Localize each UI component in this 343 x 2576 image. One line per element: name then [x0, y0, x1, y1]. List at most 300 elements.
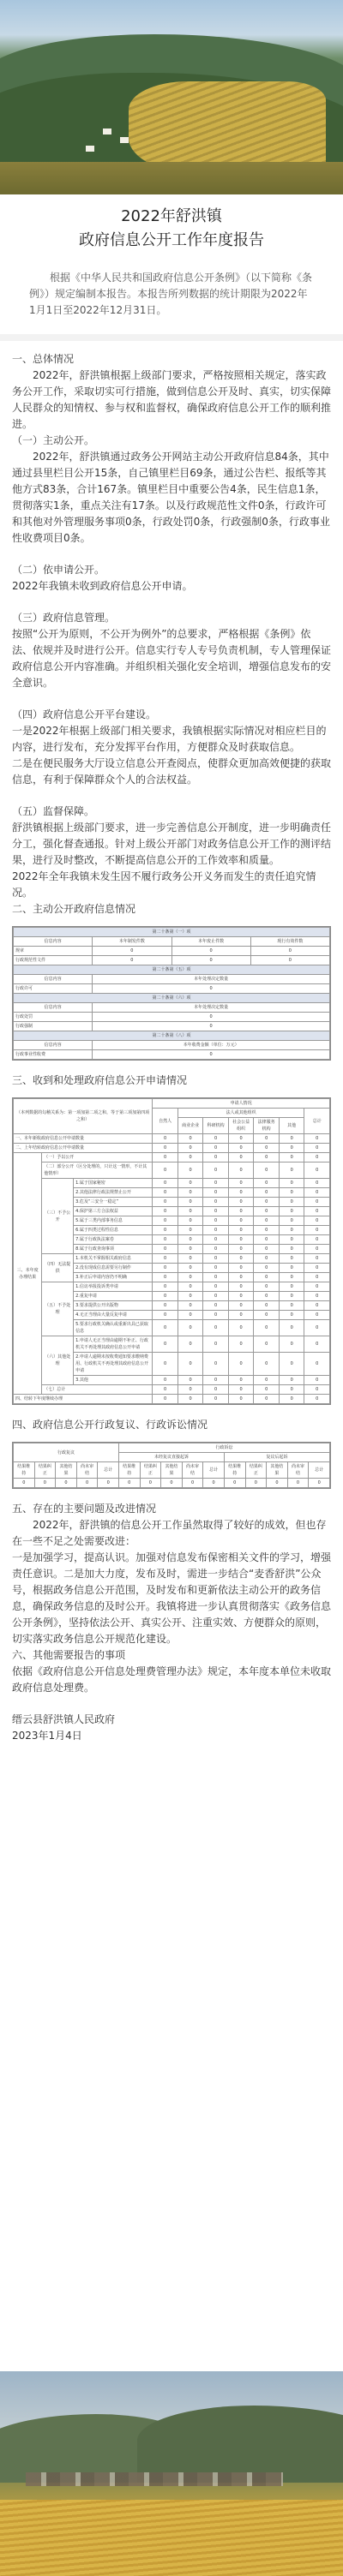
table3-value-cell: 0: [228, 1207, 254, 1216]
section-1d-para-2: 二是在便民服务大厅设立信息公开查阅点，使群众更加高效便捷的获取信息，有利于保障群众个人的合法权益。: [12, 757, 332, 786]
table3-value-cell: 0: [153, 1273, 178, 1282]
table3-value-cell: 0: [178, 1207, 203, 1216]
table-row: [14, 1162, 330, 1179]
section-1e-para-2: 2022年全年我镇未发生因不履行政务公开义务而发生的责任追究情况。: [12, 870, 316, 899]
table3-value-cell: 0: [153, 1292, 178, 1301]
table2-header: 现行有效件数: [250, 937, 329, 947]
table-row: [14, 1134, 330, 1144]
proactive-disclosure-table: [12, 926, 331, 1061]
table3-value-cell: 0: [304, 1336, 330, 1353]
table2-header: 本年废止件数: [172, 937, 250, 947]
application-handling-table: [12, 1097, 331, 1405]
table4-col-header: 总计: [98, 1462, 119, 1479]
table-row: [14, 1179, 330, 1188]
table3-row-label: 一、本年新收政府信息公开申请数量: [14, 1134, 153, 1144]
section-1d-para-1: 一是2022年根据上级部门相关要求，我镇根据实际情况对相应栏目的内容，进行发布，充分发挥平台作用，方便群众及时获取信息。: [12, 725, 327, 753]
section-1c-para: 按照“公开为原则，不公开为例外”的总要求，严格根据《条例》依法、依规并及时进行公开。信息实行专人专号负责机制，专人管理保证政府信息公开内容准确。并组织相关强化安全培训，增强信息发布的安全意识。: [12, 628, 332, 689]
table3-value-cell: 0: [153, 1134, 178, 1144]
table3-row-label: 2.没有现成信息需要另行制作: [74, 1264, 153, 1273]
table3-value-cell: 0: [203, 1292, 229, 1301]
table3-value-cell: 0: [153, 1198, 178, 1207]
table4-no-review-header: 未经复议直接起诉: [118, 1453, 224, 1462]
table3-value-cell: 0: [228, 1198, 254, 1207]
table3-value-cell: 0: [228, 1301, 254, 1311]
table3-value-cell: 0: [304, 1395, 330, 1404]
table3-row-label: 2.其他法律行政法规禁止公开: [74, 1188, 153, 1198]
header-landscape-photo: [0, 0, 343, 194]
section-1b-title: （二）依申请公开。: [12, 564, 105, 576]
table3-value-cell: 0: [178, 1292, 203, 1301]
report-body: [0, 341, 343, 917]
table4-value-cell: 0: [14, 1479, 35, 1488]
table4-col-header: 结果纠正: [34, 1462, 56, 1479]
table2-cell: 0: [93, 984, 330, 994]
table3-value-cell: 0: [153, 1254, 178, 1264]
table4-value-cell: 0: [118, 1479, 140, 1488]
table3-value-cell: 0: [228, 1144, 254, 1153]
table3-row-label: 1.属于国家秘密: [74, 1179, 153, 1188]
table3-value-cell: 0: [254, 1273, 280, 1282]
table3-value-cell: 0: [178, 1282, 203, 1292]
table2-cell: 0: [172, 947, 250, 956]
report-title: [0, 206, 343, 251]
table4-value-cell: 0: [203, 1479, 225, 1488]
table3-row-label: 3.补正后申请内容仍不明确: [74, 1273, 153, 1282]
table3-value-cell: 0: [304, 1264, 330, 1273]
table3-value-cell: 0: [304, 1162, 330, 1179]
table-row: [14, 1385, 330, 1395]
table3-value-cell: 0: [254, 1134, 280, 1144]
table3-value-cell: 0: [203, 1216, 229, 1226]
table3-row-label: 1.本机关不掌握相关政府信息: [74, 1254, 153, 1264]
table3-value-cell: 0: [153, 1153, 178, 1162]
section-1a-para: 2022年，舒洪镇通过政务公开网站主动公开政府信息84条，其中通过县里栏目公开15条，自己镇里栏目69条，通过公告栏、报纸等其他方式83条，合计167条。镇里栏目中重要公告4条，民生信息1条，贯彻落实1条，重点关注有17条。以及行政规范性文件0条，行政许可和其他对外管理服务事项0条，行政处罚0条，行政强制0条，行政事业性收费项目0条。: [12, 451, 330, 544]
table3-legal-col-header: 社会公益组织: [228, 1118, 254, 1134]
table3-row-label: （七）总计: [42, 1385, 153, 1395]
table3-row-label: 四、结转下年度继续办理: [14, 1395, 153, 1404]
section-5-para-1: 2022年，舒洪镇的信息公开工作虽然取得了较好的成效，但也存在一些不足之处需要改进：: [12, 1519, 327, 1547]
table2-group-4-title: 第二十条第（八）项: [14, 1031, 330, 1041]
table3-legal-col-header: 商业企业: [178, 1118, 203, 1134]
table4-col-header: 其他结果: [161, 1462, 183, 1479]
table2-cell: 行政许可: [14, 984, 93, 994]
table2-header: 本年制发件数: [93, 937, 172, 947]
table3-value-cell: 0: [254, 1198, 280, 1207]
table3-value-cell: 0: [279, 1254, 304, 1264]
table3-row-label: 4.无正当理由大量反复申请: [74, 1311, 153, 1320]
table3-value-cell: 0: [304, 1353, 330, 1376]
table3-value-cell: 0: [203, 1395, 229, 1404]
table3-legal-entity-header: 法人或其他组织: [178, 1109, 304, 1118]
table3-value-cell: 0: [228, 1235, 254, 1245]
table3-value-cell: 0: [279, 1179, 304, 1188]
table3-value-cell: 0: [153, 1376, 178, 1385]
table3-value-cell: 0: [203, 1226, 229, 1235]
table3-value-cell: 0: [203, 1162, 229, 1179]
table3-value-cell: 0: [279, 1376, 304, 1385]
table3-value-cell: 0: [254, 1395, 280, 1404]
table2-header: 本年处理决定数量: [93, 975, 330, 984]
table3-value-cell: 0: [178, 1198, 203, 1207]
table4-col-header: 结果维持: [118, 1462, 140, 1479]
table3-value-cell: 0: [203, 1311, 229, 1320]
table3-value-cell: 0: [254, 1179, 280, 1188]
table4-col-header: 结果纠正: [140, 1462, 161, 1479]
table3-value-cell: 0: [279, 1134, 304, 1144]
table3-value-cell: 0: [203, 1264, 229, 1273]
table3-body: [14, 1134, 330, 1404]
table3-value-cell: 0: [178, 1264, 203, 1273]
table3-value-cell: 0: [203, 1198, 229, 1207]
section-3-title: 三、收到和处理政府信息公开申请情况: [12, 1074, 188, 1086]
table2-cell: 行政处罚: [14, 1013, 93, 1022]
table2-cell: 0: [93, 947, 172, 956]
table3-value-cell: 0: [279, 1216, 304, 1226]
table2-header: 信息内容: [14, 1003, 93, 1013]
section-6-para: 依据《政府信息公开信息处理费管理办法》规定，本年度本单位未收取政府信息处理费。: [12, 1665, 332, 1694]
table3-value-cell: 0: [178, 1385, 203, 1395]
table4-review-header: 行政复议: [14, 1443, 119, 1462]
signature-date: 2023年1月4日: [12, 1730, 82, 1742]
table4-value-cell: 0: [98, 1479, 119, 1488]
table4-col-header: 结果维持: [14, 1462, 35, 1479]
table3-value-cell: 0: [254, 1245, 280, 1254]
table3-value-cell: 0: [304, 1226, 330, 1235]
table2-cell: 0: [93, 1013, 330, 1022]
table3-value-cell: 0: [254, 1385, 280, 1395]
table3-value-cell: 0: [203, 1245, 229, 1254]
table3-legal-col-header: 其他: [279, 1118, 304, 1134]
table3-value-cell: 0: [228, 1264, 254, 1273]
table4-col-header: 尚未审结: [287, 1462, 309, 1479]
table3-value-cell: 0: [178, 1153, 203, 1162]
table3-value-cell: 0: [178, 1311, 203, 1320]
table3-value-cell: 0: [279, 1245, 304, 1254]
table2-group-2-title: 第二十条第（五）项: [14, 965, 330, 975]
table3-value-cell: 0: [279, 1235, 304, 1245]
table2-cell: 0: [93, 1022, 330, 1031]
table3-value-cell: 0: [279, 1226, 304, 1235]
table4-col-header: 尚未审结: [76, 1462, 98, 1479]
table-row: [14, 1395, 330, 1404]
table2-cell: 行政事业性收费: [14, 1050, 93, 1060]
table4-value-cell: 0: [287, 1479, 309, 1488]
section-1d-title: （四）政府信息公开平台建设。: [12, 708, 157, 720]
table3-value-cell: 0: [178, 1353, 203, 1376]
title-line-1: 2022年舒洪镇: [121, 207, 222, 225]
table3-row-label: 7.属于行政执法案卷: [74, 1235, 153, 1245]
table3-row-label: （一）予以公开: [42, 1153, 153, 1162]
table3-row-label: 3.其他: [74, 1376, 153, 1385]
table3-value-cell: 0: [279, 1320, 304, 1336]
table3-value-cell: 0: [178, 1235, 203, 1245]
table3-value-cell: 0: [203, 1179, 229, 1188]
table3-value-cell: 0: [254, 1254, 280, 1264]
table3-value-cell: 0: [153, 1144, 178, 1153]
table3-value-cell: 0: [153, 1264, 178, 1273]
table4-values-row: [14, 1479, 330, 1488]
table3-value-cell: 0: [203, 1353, 229, 1376]
table3-value-cell: 0: [228, 1311, 254, 1320]
table2-header: 信息内容: [14, 937, 93, 947]
section-5-para-2: 一是加强学习，提高认识。加强对信息发布保密相关文件的学习，增强责任意识。二是加大力度，发布及时，需进一步结合“麦香舒洪”公众号，根据政务信息公开范围，及时发布和更新依法主动公开的政务信息，确保政务信息的及时公开。我镇将进一步认真贯彻落实《政务信息公开条例》，坚持依法公开、真实公开、注重实效、方便群众的原则，切实落实政务信息公开规范化建设。: [12, 1551, 332, 1645]
table-row: [14, 1144, 330, 1153]
table4-value-cell: 0: [224, 1479, 245, 1488]
table3-value-cell: 0: [254, 1292, 280, 1301]
table3-natural-person-header: 自然人: [153, 1109, 178, 1134]
section-5-title: 五、存在的主要问题及改进情况: [12, 1503, 157, 1515]
table3-value-cell: 0: [279, 1292, 304, 1301]
table3-value-cell: 0: [153, 1235, 178, 1245]
table3-legal-col-header: 科研机构: [203, 1118, 229, 1134]
table2-cell: 0: [93, 956, 172, 965]
table3-value-cell: 0: [304, 1320, 330, 1336]
section-4-title: 四、政府信息公开行政复议、行政诉讼情况: [12, 1419, 208, 1431]
table3-value-cell: 0: [279, 1353, 304, 1376]
table3-row-label: 3.危及“三安全一稳定”: [74, 1198, 153, 1207]
table3-value-cell: 0: [178, 1336, 203, 1353]
table2-header: 信息内容: [14, 1041, 93, 1050]
table3-value-cell: 0: [279, 1144, 304, 1153]
table3-value-cell: 0: [254, 1207, 280, 1216]
table4-value-cell: 0: [34, 1479, 56, 1488]
table3-value-cell: 0: [279, 1385, 304, 1395]
table3-corner-note: （本列数据的勾稽关系为：第一项加第二项之和，等于第三项加第四项之和）: [14, 1099, 153, 1134]
table4-col-header: 总计: [309, 1462, 330, 1479]
table3-value-cell: 0: [304, 1144, 330, 1153]
table3-value-cell: 0: [228, 1153, 254, 1162]
table3-row-label: 6.属于四类过程性信息: [74, 1226, 153, 1235]
table3-value-cell: 0: [178, 1162, 203, 1179]
table3-subgroup-label: （五）不予处理: [42, 1282, 74, 1336]
table4-value-cell: 0: [140, 1479, 161, 1488]
table3-value-cell: 0: [304, 1188, 330, 1198]
table3-value-cell: 0: [254, 1188, 280, 1198]
table3-value-cell: 0: [228, 1245, 254, 1254]
table3-row-label: 2.重复申请: [74, 1292, 153, 1301]
table3-value-cell: 0: [254, 1282, 280, 1292]
title-line-2: 政府信息公开工作年度报告: [79, 231, 264, 249]
table3-value-cell: 0: [254, 1235, 280, 1245]
table3-value-cell: 0: [203, 1376, 229, 1385]
table3-value-cell: 0: [254, 1144, 280, 1153]
table4-value-cell: 0: [309, 1479, 330, 1488]
table3-value-cell: 0: [228, 1134, 254, 1144]
table3-value-cell: 0: [153, 1188, 178, 1198]
section-2-title: 二、主动公开政府信息情况: [12, 903, 136, 915]
table3-value-cell: 0: [153, 1207, 178, 1216]
table3-value-cell: 0: [153, 1353, 178, 1376]
table3-value-cell: 0: [203, 1134, 229, 1144]
table3-value-cell: 0: [178, 1245, 203, 1254]
table3-value-cell: 0: [178, 1188, 203, 1198]
table3-row-label: 3.要求提供公开出版物: [74, 1301, 153, 1311]
table4-value-cell: 0: [56, 1479, 77, 1488]
table3-value-cell: 0: [178, 1179, 203, 1188]
table3-value-cell: 0: [203, 1144, 229, 1153]
table-row: [14, 1282, 330, 1292]
table3-value-cell: 0: [228, 1282, 254, 1292]
table3-value-cell: 0: [228, 1162, 254, 1179]
table3-value-cell: 0: [304, 1292, 330, 1301]
table3-row-label: 8.属于行政查询事项: [74, 1245, 153, 1254]
table3-value-cell: 0: [153, 1395, 178, 1404]
table3-value-cell: 0: [254, 1216, 280, 1226]
table3-subgroup-label: （六）其他处理: [42, 1336, 74, 1385]
table3-value-cell: 0: [254, 1311, 280, 1320]
table3-value-cell: 0: [304, 1198, 330, 1207]
table2-group-1-title: 第二十条第（一）项: [14, 928, 330, 937]
table4-value-cell: 0: [161, 1479, 183, 1488]
table3-value-cell: 0: [153, 1226, 178, 1235]
table3-value-cell: 0: [203, 1188, 229, 1198]
table2-cell: 0: [172, 956, 250, 965]
table3-value-cell: 0: [178, 1144, 203, 1153]
table4-col-header: 其他结果: [267, 1462, 288, 1479]
table3-value-cell: 0: [228, 1292, 254, 1301]
section-1e-title: （五）监督保障。: [12, 805, 95, 817]
table3-value-cell: 0: [228, 1395, 254, 1404]
table4-value-cell: 0: [182, 1479, 203, 1488]
table3-value-cell: 0: [203, 1254, 229, 1264]
table3-value-cell: 0: [178, 1395, 203, 1404]
table3-value-cell: 0: [228, 1336, 254, 1353]
table3-value-cell: 0: [178, 1134, 203, 1144]
table3-value-cell: 0: [228, 1226, 254, 1235]
section-1c-title: （三）政府信息管理。: [12, 612, 116, 624]
table3-value-cell: 0: [254, 1162, 280, 1179]
table3-value-cell: 0: [178, 1216, 203, 1226]
table3-value-cell: 0: [304, 1245, 330, 1254]
table2-header: 信息内容: [14, 975, 93, 984]
table3-value-cell: 0: [203, 1235, 229, 1245]
table3-value-cell: 0: [153, 1282, 178, 1292]
table3-value-cell: 0: [203, 1320, 229, 1336]
table3-row-label: 1.信访举报投诉类申请: [74, 1282, 153, 1292]
table3-value-cell: 0: [254, 1353, 280, 1376]
table3-row-label: 1.申请人无正当理由逾期不补正、行政机关不再处理其政府信息公开申请: [74, 1336, 153, 1353]
table3-value-cell: 0: [254, 1320, 280, 1336]
table3-value-cell: 0: [304, 1273, 330, 1282]
table3-value-cell: 0: [279, 1311, 304, 1320]
table3-row-label: 二、上年结转政府信息公开申请数量: [14, 1144, 153, 1153]
table3-value-cell: 0: [228, 1216, 254, 1226]
table3-value-cell: 0: [304, 1301, 330, 1311]
report-body-end: [0, 1489, 343, 1744]
table3-value-cell: 0: [178, 1301, 203, 1311]
table3-value-cell: 0: [228, 1320, 254, 1336]
table4-after-review-header: 复议后起诉: [224, 1453, 329, 1462]
table3-value-cell: 0: [304, 1153, 330, 1162]
table3-value-cell: 0: [203, 1207, 229, 1216]
table3-row-label: （二）部分公开（区分处理的，只计这一情形，不计其他情形）: [42, 1162, 153, 1179]
table2-cell: 0: [250, 956, 329, 965]
table3-row-label: 4.保护第三方合法权益: [74, 1207, 153, 1216]
table3-value-cell: 0: [279, 1282, 304, 1292]
table2-cell: 行政规范性文件: [14, 956, 93, 965]
table3-applicant-header: 申请人情况: [153, 1099, 330, 1109]
table3-value-cell: 0: [279, 1301, 304, 1311]
table3-value-cell: 0: [203, 1336, 229, 1353]
table3-value-cell: 0: [304, 1311, 330, 1320]
section-1a-title: （一）主动公开。: [12, 434, 95, 446]
table3-value-cell: 0: [254, 1301, 280, 1311]
table3-value-cell: 0: [304, 1216, 330, 1226]
table3-value-cell: 0: [203, 1153, 229, 1162]
table3-value-cell: 0: [228, 1385, 254, 1395]
table3-value-cell: 0: [228, 1353, 254, 1376]
table3-value-cell: 0: [279, 1198, 304, 1207]
section-1-title: 一、总体情况: [12, 353, 75, 365]
table3-value-cell: 0: [203, 1273, 229, 1282]
table3-value-cell: 0: [228, 1179, 254, 1188]
review-litigation-table: [12, 1442, 331, 1489]
section-divider: [0, 334, 343, 341]
table3-value-cell: 0: [153, 1216, 178, 1226]
table-row: [14, 1153, 330, 1162]
table3-value-cell: 0: [304, 1385, 330, 1395]
table2-cell: 0: [250, 947, 329, 956]
table4-col-header: 其他结果: [56, 1462, 77, 1479]
table3-value-cell: 0: [203, 1282, 229, 1292]
table3-value-cell: 0: [279, 1153, 304, 1162]
table3-value-cell: 0: [178, 1254, 203, 1264]
table4-col-header: 结果维持: [224, 1462, 245, 1479]
table2-group-3-title: 第二十条第（六）项: [14, 994, 330, 1003]
table3-value-cell: 0: [304, 1376, 330, 1385]
table3-value-cell: 0: [279, 1162, 304, 1179]
table2-cell: 规章: [14, 947, 93, 956]
table3-value-cell: 0: [203, 1385, 229, 1395]
section-1-para: 2022年，舒洪镇根据上级部门要求，严格按照相关规定，落实政务公开工作，采取切实可行措施，做到信息公开及时、真实，切实保障人民群众的知情权、参与权和监督权，确保政府信息公开工作的顺利推进。: [12, 369, 332, 430]
table3-value-cell: 0: [279, 1264, 304, 1273]
footer-landscape-photo: [0, 2371, 343, 2576]
table3-value-cell: 0: [279, 1336, 304, 1353]
table3-value-cell: 0: [304, 1207, 330, 1216]
table2-cell: 行政强制: [14, 1022, 93, 1031]
table4-litigation-header: 行政诉讼: [118, 1443, 329, 1453]
table2-header: 本年处理决定数量: [93, 1003, 330, 1013]
section-6-title: 六、其他需要报告的事项: [12, 1649, 126, 1661]
table3-value-cell: 0: [228, 1254, 254, 1264]
table-row: [14, 1336, 330, 1353]
table3-value-cell: 0: [254, 1336, 280, 1353]
table3-value-cell: 0: [304, 1235, 330, 1245]
table3-value-cell: 0: [153, 1162, 178, 1179]
table4-value-cell: 0: [267, 1479, 288, 1488]
table3-value-cell: 0: [228, 1273, 254, 1282]
table3-value-cell: 0: [279, 1273, 304, 1282]
table3-value-cell: 0: [279, 1188, 304, 1198]
table3-value-cell: 0: [153, 1301, 178, 1311]
report-intro: 根据《中华人民共和国政府信息公开条例》（以下简称《条例》）规定编制本报告。本报告所列数据的统计期限为2022年1月1日至2022年12月31日。: [29, 272, 313, 316]
table3-value-cell: 0: [178, 1226, 203, 1235]
table4-value-cell: 0: [245, 1479, 267, 1488]
table4-col-header: 尚未审结: [182, 1462, 203, 1479]
table3-value-cell: 0: [178, 1320, 203, 1336]
table4-col-header: 总计: [203, 1462, 225, 1479]
table3-value-cell: 0: [254, 1264, 280, 1273]
table3-value-cell: 0: [153, 1179, 178, 1188]
table4-value-cell: 0: [76, 1479, 98, 1488]
table3-value-cell: 0: [153, 1311, 178, 1320]
table3-value-cell: 0: [254, 1226, 280, 1235]
table3-group-label: 三、本年度办理结果: [14, 1153, 42, 1395]
table3-legal-col-header: 法律服务机构: [254, 1118, 280, 1134]
table-row: [14, 1254, 330, 1264]
table3-value-cell: 0: [279, 1395, 304, 1404]
table3-value-cell: 0: [254, 1153, 280, 1162]
